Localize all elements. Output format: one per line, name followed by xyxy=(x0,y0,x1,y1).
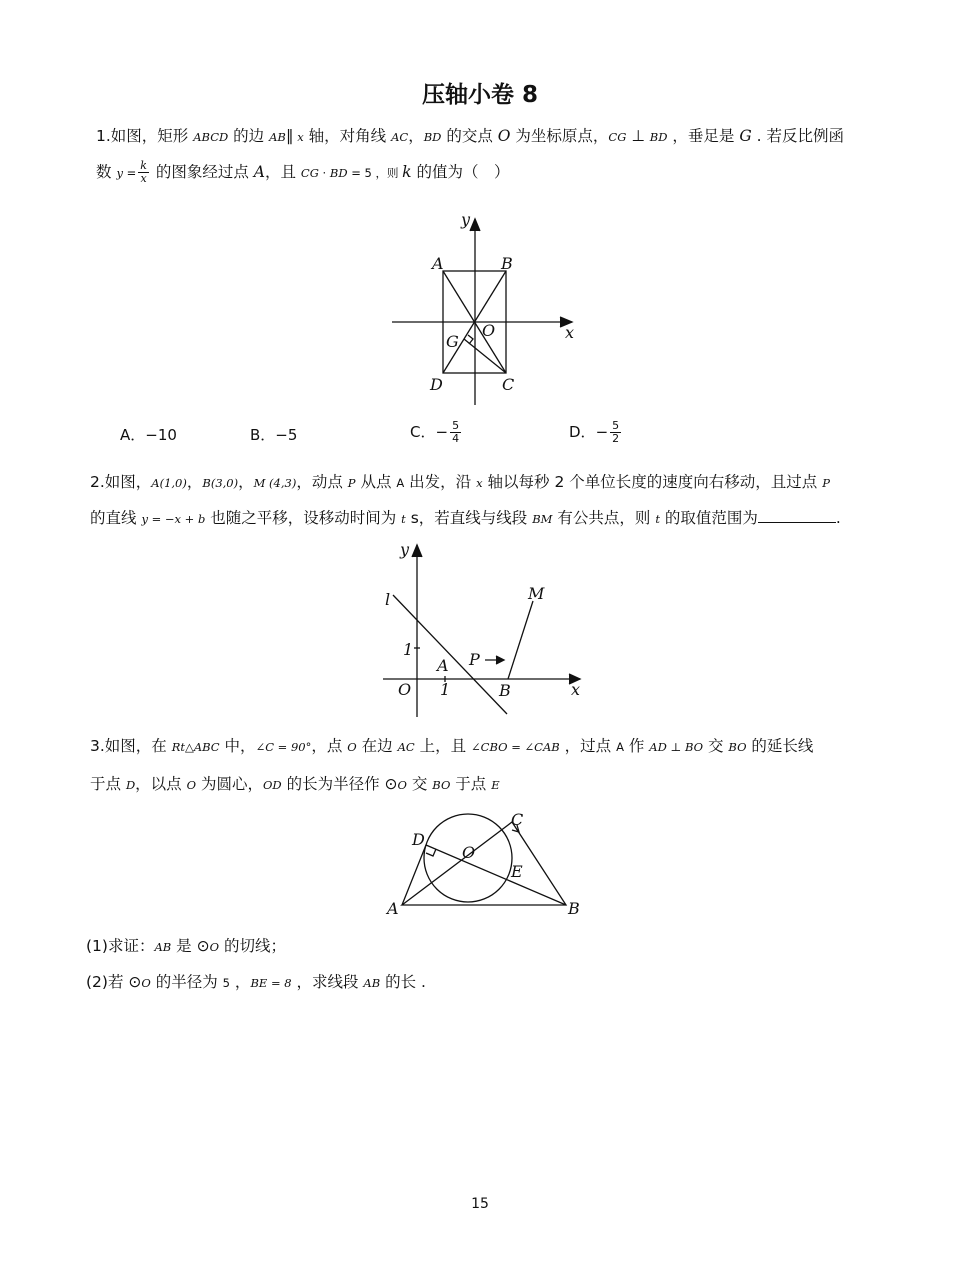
q1-label-d: D xyxy=(430,375,443,394)
q2-label-b: B xyxy=(499,681,511,700)
q2-label-m: M xyxy=(528,584,545,603)
q2-label-l: l xyxy=(385,590,391,609)
q3-figure xyxy=(380,805,590,920)
q3-label-d: D xyxy=(412,830,425,849)
q1-option-c[interactable]: C．− $\frac{5}{4}$ xyxy=(410,419,460,445)
q3-triangle-abc xyxy=(402,822,566,905)
q1-label-c: C xyxy=(502,375,515,394)
q1-figure xyxy=(380,205,590,410)
q3-part1: (1)求证：AB 是 ⊙O 的切线； xyxy=(86,937,286,955)
q2-text-line1: 2.如图，A(1,0)，B(3,0)，M (4,3)，动点 P 从点 A 出发，沿 x 轴以每秒 2 个单位长度的速度向右移动，且过点 P xyxy=(90,473,830,491)
q3-right-angle-d xyxy=(426,849,436,856)
q1-label-a: A xyxy=(432,254,444,273)
q2-label-a: A xyxy=(437,656,449,675)
q1-text-line2: 数 y = $\frac{k}{x}$ 的图象经过点 A，且 CG · BD = 5 ，则 k 的值为（ ） xyxy=(96,159,510,185)
fraction-k-over-x: $\frac{k}{x}$ xyxy=(140,159,147,185)
page-title: 压轴小卷 8 xyxy=(421,82,538,108)
q2-answer-blank[interactable] xyxy=(758,508,836,523)
q2-text-line2: 的直线 y = −x + b 也随之平移，设移动时间为 t s，若直线与线段 BM 有公共点，则 t 的取值范围为 . xyxy=(90,509,841,527)
q2-p-arrow-icon xyxy=(496,656,504,664)
q2-label-one-x: 1 xyxy=(440,680,451,699)
q1-label-y: y xyxy=(461,210,471,229)
q3-part2: (2)若 ⊙O 的半径为 5 ，BE = 8 ，求线段 AB 的长 . xyxy=(86,973,426,991)
q2-segment-bm xyxy=(508,601,533,679)
q1-option-a[interactable]: A．−10 xyxy=(120,426,177,444)
q2-label-o: O xyxy=(398,680,412,699)
q3-text-line1: 3.如图，在 Rt△ABC 中，∠C = 90°，点 O 在边 AC 上，且 ∠CBO = ∠CAB ，过点 A 作 AD ⊥ BO 交 BO 的延长线 xyxy=(90,737,814,755)
q2-label-one-y: 1 xyxy=(403,640,414,659)
q1-segment-cg xyxy=(464,339,506,373)
q2-label-p: P xyxy=(469,650,480,669)
q1-text-line1: 1.如图，矩形 ABCD 的边 AB∥ x 轴，对角线 AC，BD 的交点 O 为坐标原点，CG ⊥ BD ，垂足是 G . 若反比例函 xyxy=(96,127,844,145)
q2-label-x: x xyxy=(571,680,581,699)
q2-label-y: y xyxy=(400,540,410,559)
q2-figure xyxy=(375,535,590,725)
q1-label-b: B xyxy=(501,254,513,273)
q1-label-g: G xyxy=(446,332,459,351)
q1-label-x: x xyxy=(565,323,575,342)
q1-option-d[interactable]: D．− $\frac{5}{2}$ xyxy=(569,419,620,445)
q3-label-c: C xyxy=(511,810,524,829)
q3-label-e: E xyxy=(511,862,523,881)
q3-label-a: A xyxy=(387,899,399,918)
q3-text-line2: 于点 D，以点 O 为圆心，OD 的长为半径作 ⊙O 交 BO 于点 E xyxy=(90,775,500,793)
q3-label-o: O xyxy=(462,843,476,862)
q3-label-b: B xyxy=(568,899,580,918)
q1-y-arrow-icon xyxy=(470,219,480,231)
q1-option-b[interactable]: B．−5 xyxy=(250,426,298,444)
q2-y-arrow-icon xyxy=(412,545,422,557)
page-number: 15 xyxy=(471,1196,489,1212)
q1-label-o: O xyxy=(482,321,496,340)
